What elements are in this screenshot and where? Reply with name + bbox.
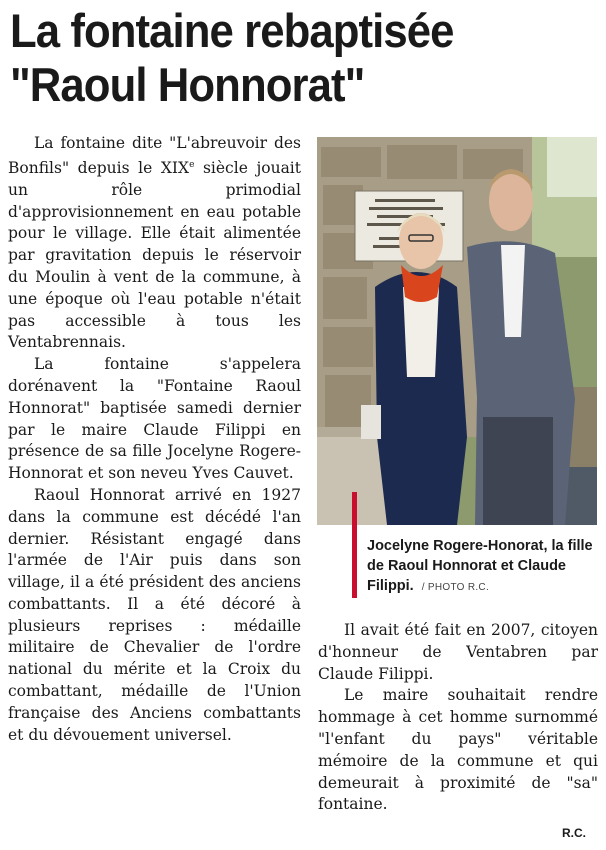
article-right-column <box>318 620 598 816</box>
paragraph-tribute: Le maire souhaitait rendre hommage à cet homme surnommé "l'enfant du pays" véritable mémoire de la commune et qui demeurait à proximité de "sa" fontaine. <box>318 686 598 814</box>
century-superscript: e <box>189 159 195 170</box>
paragraph-text: siècle jouait un rôle primodial d'approvisionnement en eau potable pour le village. Elle était alimentée par gravitation depuis le réservoir du Moulin à vent de la commune, à une époque où l'eau potable n'était pas accessible à tous les Ventabrennais. <box>8 158 301 352</box>
headline-line-2: "Raoul Honnorat" <box>10 58 365 111</box>
paragraph-biography: Raoul Honnorat arrivé en 1927 dans la commune est décédé l'an dernier. Résistant engagé dans l'armée de l'Air puis dans son village, il a été président des anciens combattants. Il a été décoré à plusieurs reprises : médaille militaire de Chevalier de l'ordre national du mérite et la Croix du combattant, médaille de l'Union française des Anciens combattants et du dévouement universel. <box>8 485 301 744</box>
caption-text: Jocelyne Rogere-Honorat, la fille de Raoul Honnorat et Claude Filippi. <box>367 538 593 594</box>
author-signature: R.C. <box>562 826 586 840</box>
paragraph-renaming: La fontaine s'appelera dorénavent la "Fontaine Raoul Honnorat" baptisée samedi dernier par le maire Claude Filippi en présence de sa fille Jocelyne Rogere-Honnorat et son neveu Yves Cauvet. <box>8 355 301 483</box>
paragraph-fontaine-history <box>8 133 301 354</box>
article-photo <box>317 137 597 525</box>
caption-accent-bar <box>352 492 357 598</box>
paragraph-text: La fontaine dite "L'abreuvoir des Bonfils" depuis le XIX <box>8 134 301 177</box>
headline-line-1: La fontaine rebaptisée <box>10 4 454 57</box>
headline <box>10 4 559 112</box>
paragraph-citizen-honor: Il avait été fait en 2007, citoyen d'honneur de Ventabren par Claude Filippi. <box>318 621 598 683</box>
photo-caption <box>367 536 602 598</box>
photo-illustration <box>317 137 597 525</box>
photo-credit: / PHOTO R.C. <box>421 582 490 593</box>
article-left-column <box>8 133 301 746</box>
